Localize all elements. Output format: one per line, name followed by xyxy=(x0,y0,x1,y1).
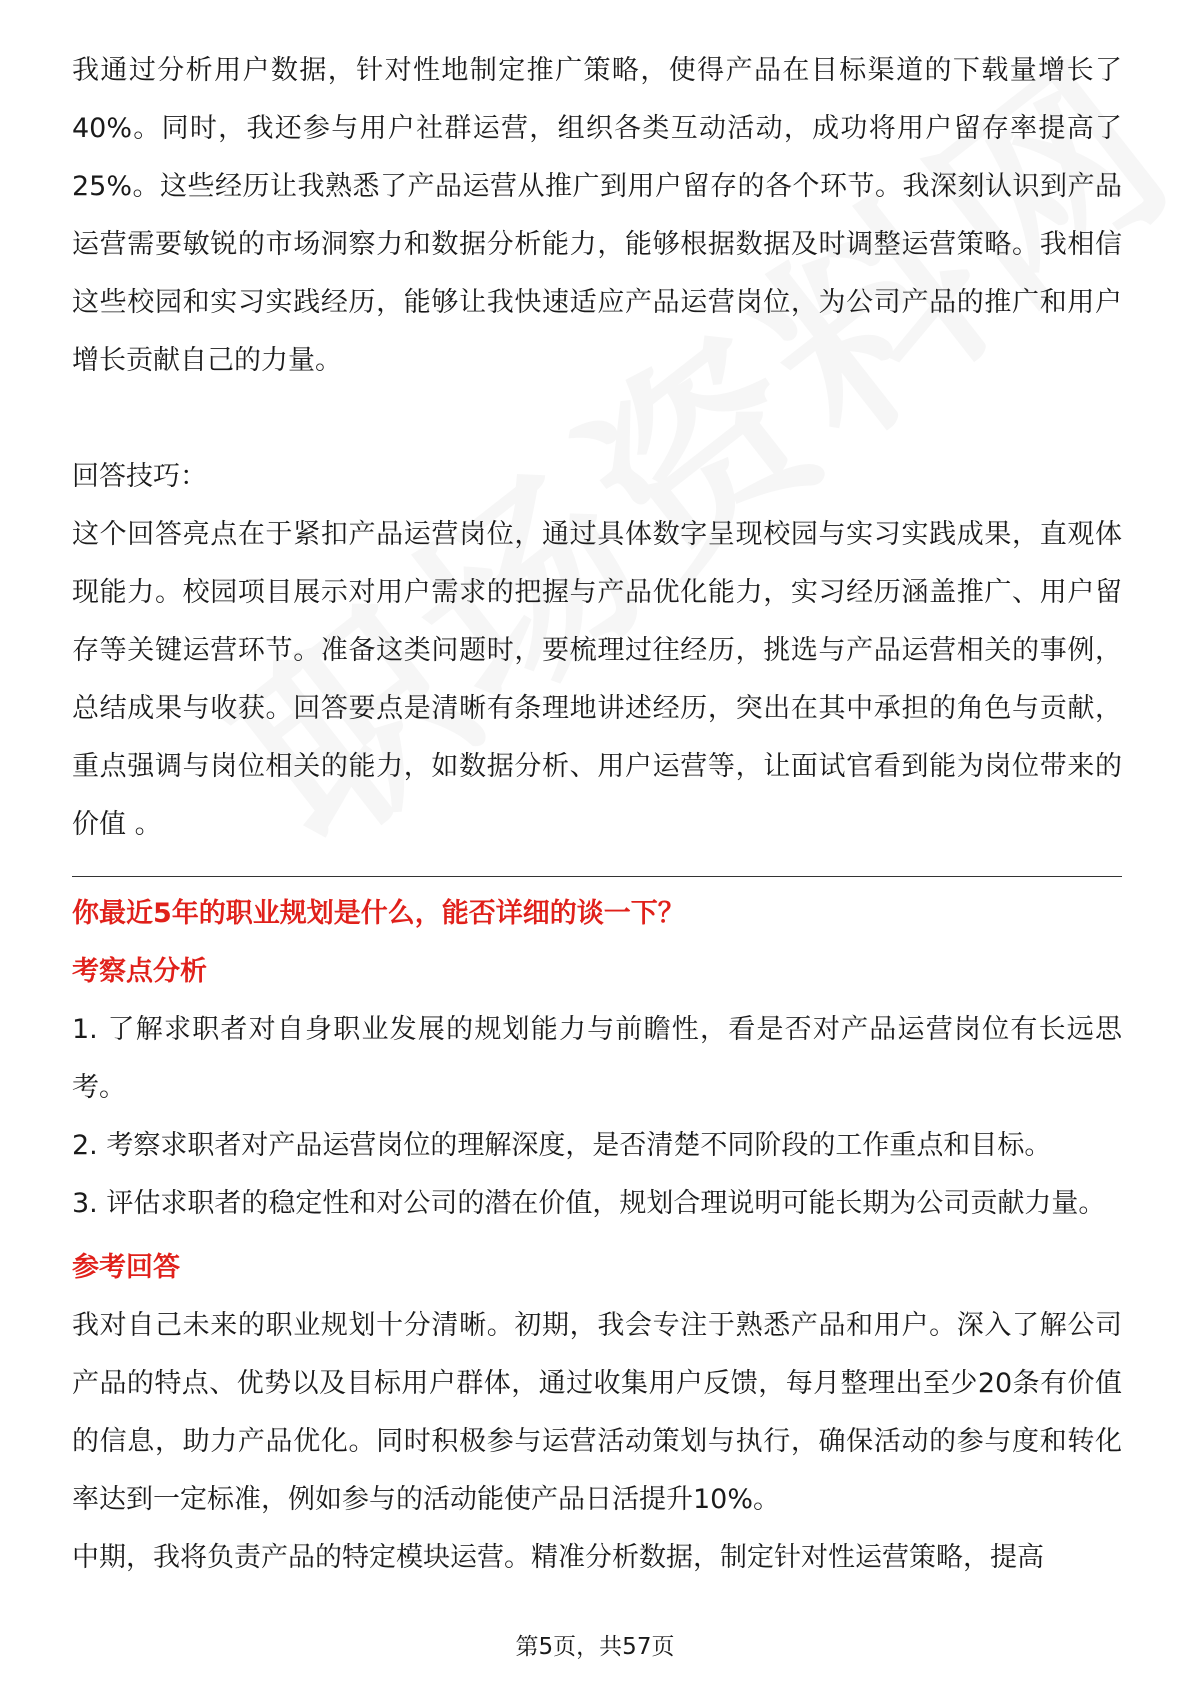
analysis-heading: 考察点分析 xyxy=(72,956,207,987)
tips-paragraph: 这个回答亮点在于紧扣产品运营岗位，通过具体数字呈现校园与实习实践成果，直观体现能力。校园项目展示对用户需求的把握与产品优化能力，实习经历涵盖推广、用户留存等关键运营环节。准备这类问题时，要梳理过往经历，挑选与产品运营相关的事例，总结成果与收获。回答要点是清晰有条理地讲述经历，突出在其中承担的角色与贡献，重点强调与岗位相关的能力，如数据分析、用户运营等，让面试官看到能为岗位带来的价值 。 xyxy=(72,519,1122,840)
intro-answer-paragraph: 我通过分析用户数据，针对性地制定推广策略，使得产品在目标渠道的下载量增长了40%。同时，我还参与用户社群运营，组织各类互动活动，成功将用户留存率提高了25%。这些经历让我熟悉了产品运营从推广到用户留存的各个环节。我深刻认识到产品运营需要敏锐的市场洞察力和数据分析能力，能够根据数据及时调整运营策略。我相信这些校园和实习实践经历，能够让我快速适应产品运营岗位，为公司产品的推广和用户增长贡献自己的力量。 xyxy=(72,55,1122,376)
analysis-point: 2. 考察求职者对产品运营岗位的理解深度，是否清楚不同阶段的工作重点和目标。 xyxy=(72,1130,1052,1161)
section-divider xyxy=(72,876,1122,877)
spacer xyxy=(72,390,1122,448)
analysis-point: 3. 评估求职者的稳定性和对公司的潜在价值，规划合理说明可能长期为公司贡献力量。 xyxy=(72,1188,1106,1219)
tips-label: 回答技巧： xyxy=(72,461,207,492)
page-content xyxy=(72,42,1122,1587)
analysis-point: 1. 了解求职者对自身职业发展的规划能力与前瞻性，看是否对产品运营岗位有长远思考。 xyxy=(72,1014,1122,1103)
reference-heading: 参考回答 xyxy=(72,1252,180,1283)
question-heading: 你最近5年的职业规划是什么，能否详细的谈一下？ xyxy=(72,898,685,929)
reference-paragraph: 中期，我将负责产品的特定模块运营。精准分析数据，制定针对性运营策略，提高 xyxy=(72,1542,1044,1573)
reference-paragraph: 我对自己未来的职业规划十分清晰。初期，我会专注于熟悉产品和用户。深入了解公司产品的特点、优势以及目标用户群体，通过收集用户反馈，每月整理出至少20条有价值的信息，助力产品优化。同时积极参与运营活动策划与执行，确保活动的参与度和转化率达到一定标准，例如参与的活动能使产品日活提升10%。 xyxy=(72,1310,1122,1515)
page-footer: 第5页，共57页 xyxy=(515,1634,675,1660)
